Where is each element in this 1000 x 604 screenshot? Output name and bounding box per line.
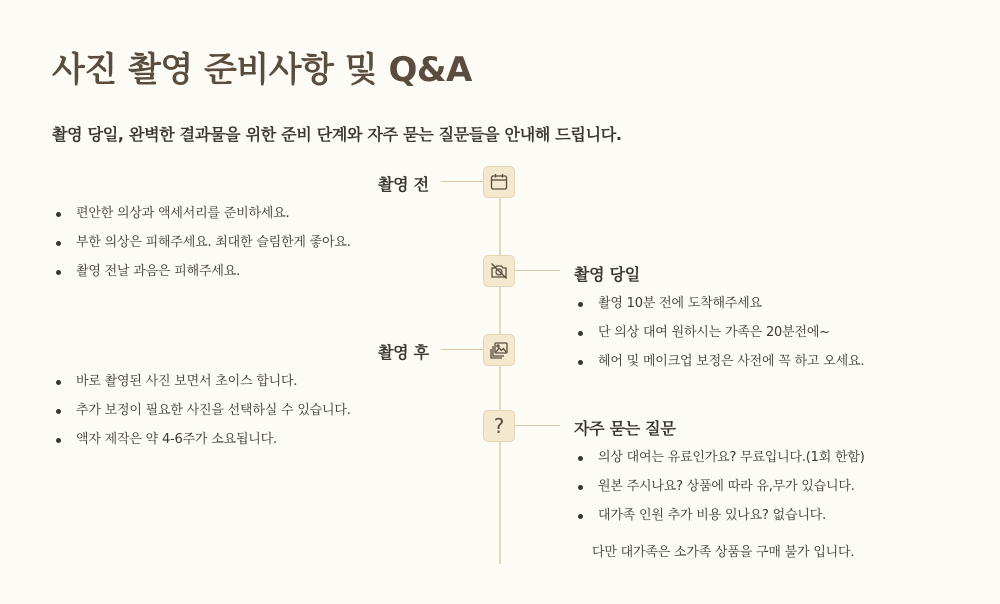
page-title: 사진 촬영 준비사항 및 Q&A	[52, 50, 472, 90]
after-list	[52, 367, 351, 454]
faq-note: 다만 대가족은 소가족 상품을 구매 불가 입니다.	[592, 545, 855, 560]
list-item: 추가 보정이 필요한 사진을 선택하실 수 있습니다.	[52, 396, 351, 425]
list-item: 의상 대여는 유료인가요? 무료입니다.(1회 한함)	[574, 443, 865, 472]
timeline-node-after	[483, 334, 515, 366]
connector-day	[515, 270, 560, 271]
faq-list	[574, 443, 865, 530]
day-list	[574, 289, 864, 376]
section-label-faq: 자주 묻는 질문	[574, 419, 676, 438]
list-item: 액자 제작은 약 4-6주가 소요됩니다.	[52, 425, 351, 454]
list-item: 촬영 전날 과음은 피해주세요.	[52, 257, 351, 286]
connector-before	[441, 181, 483, 182]
calendar-icon	[489, 172, 509, 192]
list-item: 부한 의상은 피해주세요. 최대한 슬림한게 좋아요.	[52, 228, 351, 257]
timeline-node-before	[483, 166, 515, 198]
no-camera-icon	[489, 261, 509, 281]
list-item: 편안한 의상과 액세서리를 준비하세요.	[52, 199, 351, 228]
connector-after	[441, 349, 483, 350]
timeline-line	[499, 198, 501, 564]
photo-gallery-icon	[489, 340, 509, 360]
section-label-day: 촬영 당일	[574, 265, 640, 284]
list-item: 바로 촬영된 사진 보면서 초이스 합니다.	[52, 367, 351, 396]
connector-faq	[515, 425, 560, 426]
before-list	[52, 199, 351, 286]
question-icon: ?	[493, 414, 505, 438]
timeline-node-day	[483, 255, 515, 287]
page-subtitle: 촬영 당일, 완벽한 결과물을 위한 준비 단계와 자주 묻는 질문들을 안내해 드립니다.	[52, 125, 622, 144]
list-item: 촬영 10분 전에 도착해주세요	[574, 289, 864, 318]
list-item: 원본 주시나요? 상품에 따라 유,무가 있습니다.	[574, 472, 865, 501]
list-item: 대가족 인원 추가 비용 있나요? 없습니다.	[574, 501, 865, 530]
timeline-node-faq	[483, 410, 515, 442]
list-item: 단 의상 대여 원하시는 가족은 20분전에~	[574, 318, 864, 347]
list-item: 헤어 및 메이크업 보정은 사전에 꼭 하고 오세요.	[574, 347, 864, 376]
section-label-after: 촬영 후	[378, 343, 429, 362]
section-label-before: 촬영 전	[378, 175, 429, 194]
